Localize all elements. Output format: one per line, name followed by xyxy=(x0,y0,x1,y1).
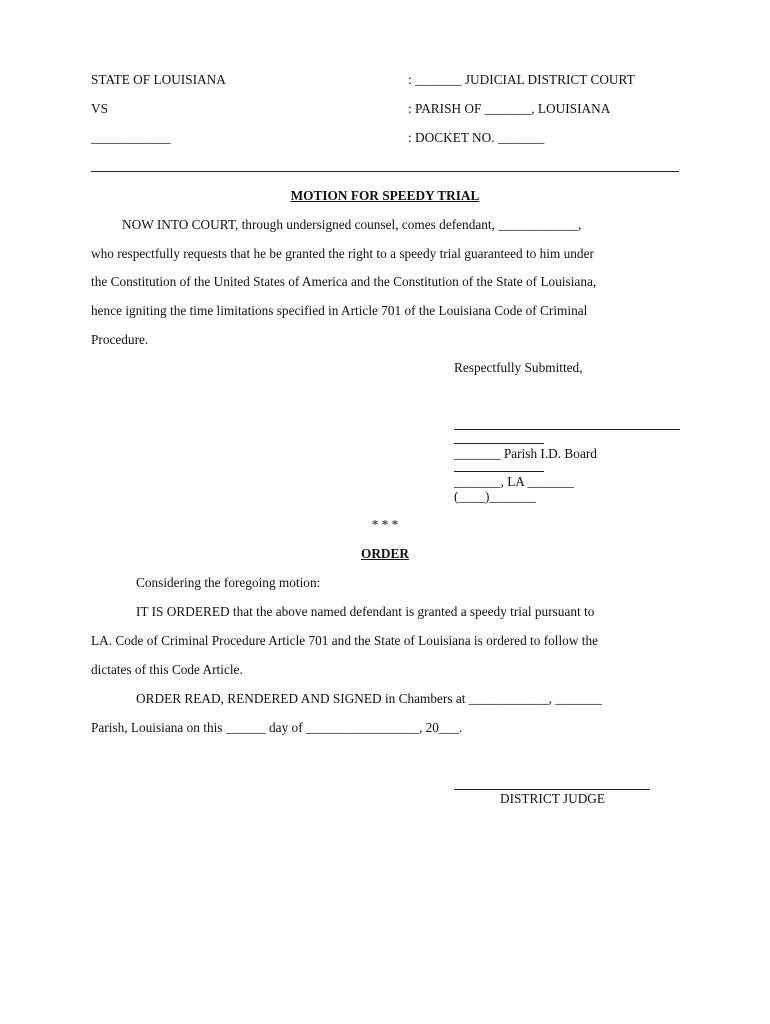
judge-signature-line xyxy=(454,789,650,790)
closing-text: Respectfully Submitted, xyxy=(454,360,583,375)
caption-vs: VS xyxy=(91,101,108,116)
order-line: IT IS ORDERED that the above named defendant is granted a speedy trial pursuant to xyxy=(136,604,595,619)
motion-line: NOW INTO COURT, through undersigned counsel, comes defendant, ____________, xyxy=(122,217,582,232)
parish-board-text: _______ Parish I.D. Board xyxy=(454,446,597,461)
attorney-name-line xyxy=(454,443,544,444)
order-line: Parish, Louisiana on this ______ day of _________________, 20___. xyxy=(91,720,463,735)
caption-defendant-blank: ____________ xyxy=(91,130,171,145)
signature-line xyxy=(454,429,680,430)
caption-state: STATE OF LOUISIANA xyxy=(91,72,226,87)
motion-line: who respectfully requests that he be granted the right to a speedy trial guaranteed to him under xyxy=(91,246,594,261)
section-separator: * * * xyxy=(371,517,399,532)
motion-line: the Constitution of the United States of America and the Constitution of the State of Louisiana, xyxy=(91,274,597,289)
phone-text: (____)_______ xyxy=(454,489,536,504)
order-line: LA. Code of Criminal Procedure Article 701 and the State of Louisiana is ordered to follow the xyxy=(91,633,599,648)
caption-docket: : DOCKET NO. _______ xyxy=(408,130,545,145)
order-line: ORDER READ, RENDERED AND SIGNED in Chambers at ____________, _______ xyxy=(136,691,602,706)
order-title: ORDER xyxy=(360,546,410,561)
motion-line: hence igniting the time limitations specified in Article 701 of the Louisiana Code of Criminal xyxy=(91,303,588,318)
order-line: Considering the foregoing motion: xyxy=(136,575,321,590)
caption-parish: : PARISH OF _______, LOUISIANA xyxy=(408,101,611,116)
caption-court: : _______ JUDICIAL DISTRICT COURT xyxy=(408,72,635,87)
motion-line: Procedure. xyxy=(91,332,149,347)
address-line xyxy=(454,471,544,472)
motion-title: MOTION FOR SPEEDY TRIAL xyxy=(290,188,480,203)
judge-label: DISTRICT JUDGE xyxy=(500,791,606,806)
city-state-text: _______, LA _______ xyxy=(454,474,575,489)
order-line: dictates of this Code Article. xyxy=(91,662,243,677)
caption-divider xyxy=(91,171,679,172)
